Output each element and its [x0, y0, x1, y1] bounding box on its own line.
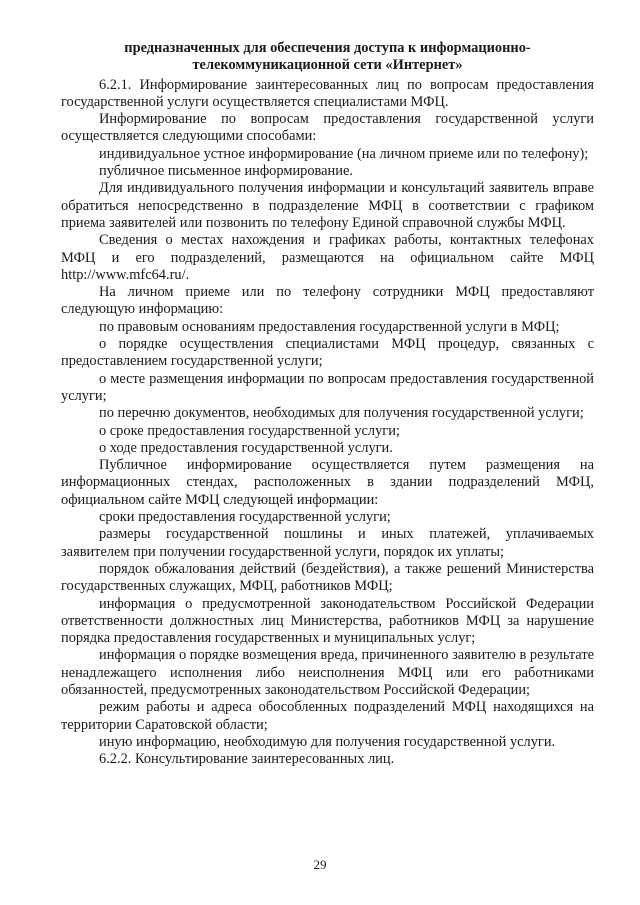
list-item: индивидуальное устное информирование (на личном приеме или по телефону); — [99, 145, 589, 162]
paragraph-individual-consultation: Для индивидуального получения информации и консультаций заявитель вправе обратиться непосредственно в подразделение МФЦ в соответствии с графиком приема заявителей или позвонить по телефону Единой справочной службы МФЦ. — [61, 180, 594, 231]
list-item: иную информацию, необходимую для получения государственной услуги. — [99, 733, 556, 750]
list-item: по перечню документов, необходимых для получения государственной услуги; — [99, 405, 584, 422]
list-item: о месте размещения информации по вопросам предоставления государственной услуги; — [61, 370, 594, 404]
paragraph-contacts-website: Сведения о местах нахождения и графиках работы, контактных телефонах МФЦ и его подразделений, размещаются на официальном сайте МФЦ http://www.mfc64.ru/. — [61, 232, 594, 283]
list-item: порядок обжалования действий (бездействия), а также решений Министерства государственных служащих, МФЦ, работников МФЦ; — [61, 560, 594, 595]
list-item: информация о предусмотренной законодательством Российской Федерации ответственности должностных лиц Министерства, работников МФЦ за нарушение порядка предоставления государственных и муниципальных услуг; — [61, 595, 594, 647]
paragraph-6-2-1: 6.2.1. Информирование заинтересованных лиц по вопросам предоставления государственной услуги осуществляется специалистами МФЦ. — [61, 76, 594, 110]
page-number: 29 — [313, 857, 327, 872]
document-page — [61, 40, 594, 768]
paragraph-6-2-2: 6.2.2. Консультирование заинтересованных лиц. — [99, 751, 395, 768]
list-item: о порядке осуществления специалистами МФЦ процедур, связанных с предоставлением государственной услуги; — [61, 336, 594, 370]
paragraph-personal-reception: На личном приеме или по телефону сотрудники МФЦ предоставляют следующую информацию: — [61, 284, 594, 318]
section-heading — [61, 40, 594, 75]
heading-line-1: предназначенных для обеспечения доступа к информационно- — [124, 40, 531, 56]
heading-line-2: телекоммуникационной сети «Интернет» — [192, 57, 463, 74]
list-item: информация о порядке возмещения вреда, причиненного заявителю в результате ненадлежащего исполнения либо неисполнения МФЦ или его работниками обязанностей, предусмотренных законодательством Российской Федерации; — [61, 647, 594, 698]
list-item: о ходе предоставления государственной услуги. — [99, 439, 393, 456]
paragraph-informing-methods: Информирование по вопросам предоставления государственной услуги осуществляется следующими способами: — [61, 111, 594, 145]
list-item: сроки предоставления государственной услуги; — [99, 509, 391, 526]
list-item: размеры государственной пошлины и иных платежей, уплачиваемых заявителем при получении государственной услуги, порядок их уплаты; — [61, 526, 594, 560]
list-item: режим работы и адреса обособленных подразделений МФЦ находящихся на территории Саратовской области; — [61, 699, 594, 733]
paragraph-public-informing: Публичное информирование осуществляется путем размещения на информационных стендах, расположенных в здании подразделений МФЦ, официальном сайте МФЦ следующей информации: — [61, 457, 594, 508]
list-item: по правовым основаниям предоставления государственной услуги в МФЦ; — [99, 318, 560, 335]
list-item: о сроке предоставления государственной услуги; — [99, 422, 400, 439]
list-item: публичное письменное информирование. — [99, 163, 353, 180]
